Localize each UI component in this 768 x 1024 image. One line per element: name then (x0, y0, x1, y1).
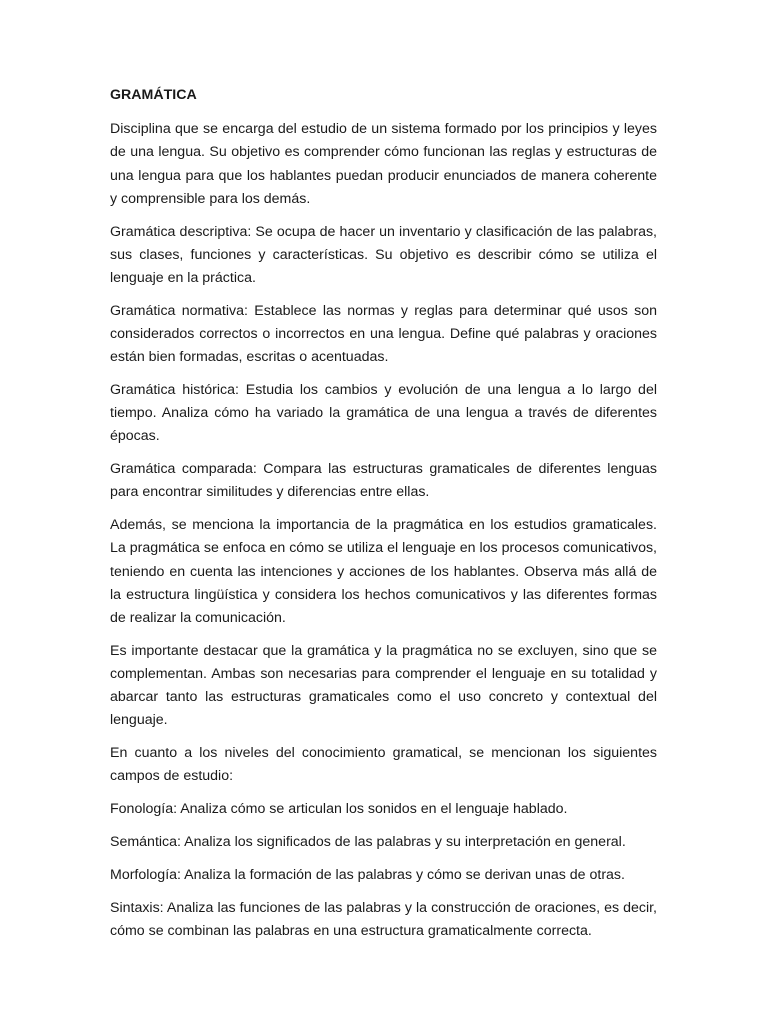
paragraph-morphology: Morfología: Analiza la formación de las palabras y cómo se derivan unas de otras. (110, 866, 625, 883)
paragraph-comparative-grammar: Gramática comparada: Compara las estructuras gramaticales de diferentes lenguas para encontrar similitudes y diferencias entre ellas. (110, 461, 657, 501)
paragraph-descriptive-grammar: Gramática descriptiva: Se ocupa de hacer un inventario y clasificación de las palabras, sus clases, funciones y características. Su objetivo es describir cómo se utiliza el lenguaje en la práctica. (110, 223, 657, 287)
document-title: GRAMÁTICA (110, 87, 197, 103)
paragraph-normative-grammar: Gramática normativa: Establece las normas y reglas para determinar qué usos son considerados correctos o incorrectos en una lengua. Define qué palabras y oraciones están bien formadas, escritas o acentuadas. (110, 302, 657, 366)
paragraph-phonology: Fonología: Analiza cómo se articulan los sonidos en el lenguaje hablado. (110, 801, 568, 818)
paragraph-complementarity: Es importante destacar que la gramática y la pragmática no se excluyen, sino que se complementan. Ambas son necesarias para comprender el lenguaje en su totalidad y abarcar tanto las estructuras gramaticales como el uso concreto y contextual del lenguaje. (110, 642, 657, 729)
document-page (110, 84, 657, 953)
paragraph-syntax: Sintaxis: Analiza las funciones de las palabras y la construcción de oraciones, es decir, cómo se combinan las palabras en una estructura gramaticalmente correcta. (110, 899, 657, 939)
paragraph-knowledge-levels: En cuanto a los niveles del conocimiento gramatical, se mencionan los siguientes campos de estudio: (110, 745, 657, 785)
paragraph-pragmatics: Además, se menciona la importancia de la pragmática en los estudios gramaticales. La pragmática se enfoca en cómo se utiliza el lenguaje en los procesos comunicativos, teniendo en cuenta las intenciones y acciones de los hablantes. Observa más allá de la estructura lingüística y considera los hechos comunicativos y las diferentes formas de realizar la comunicación. (110, 517, 657, 627)
paragraph-semantics: Semántica: Analiza los significados de las palabras y su interpretación en general. (110, 834, 626, 851)
paragraph-definition: Disciplina que se encarga del estudio de un sistema formado por los principios y leyes de una lengua. Su objetivo es comprender cómo funcionan las reglas y estructuras de una lengua para que los hablantes puedan producir enunciados de manera coherente y comprensible para los demás. (110, 121, 657, 207)
paragraph-historical-grammar: Gramática histórica: Estudia los cambios y evolución de una lengua a lo largo del tiempo. Analiza cómo ha variado la gramática de una lengua a través de diferentes épocas. (110, 382, 657, 445)
